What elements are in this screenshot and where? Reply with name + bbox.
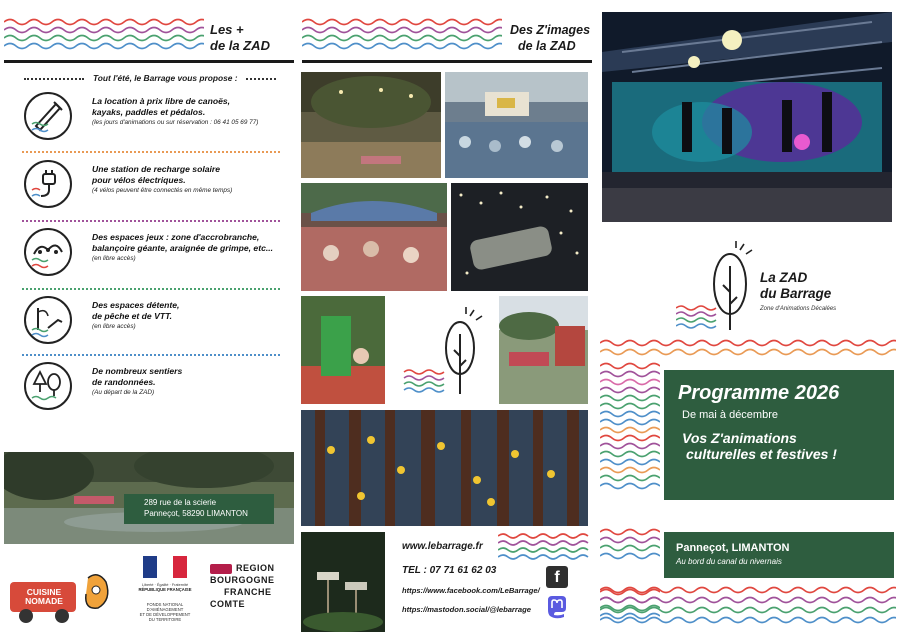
region-accent	[210, 564, 232, 574]
mastodon-icon[interactable]	[544, 594, 570, 620]
middle-heading	[510, 22, 590, 54]
address-line1: 289 rue de la scierie	[144, 498, 217, 507]
feature-sub-5: (Au départ de la ZAD)	[92, 389, 155, 396]
forest-trail-icon	[24, 362, 72, 410]
feature-relax	[24, 296, 284, 348]
intro-dots-right	[246, 78, 276, 80]
region-line3: FRANCHE	[224, 587, 272, 597]
playground-icon	[24, 228, 72, 276]
region-line4: COMTE	[210, 599, 245, 609]
left-heading-line1: Les +	[210, 22, 244, 37]
address-line2: Panneçot, 58290 LIMANTON	[144, 509, 248, 518]
feature-sub-2: (4 vélos peuvent être connectés en même temps)	[92, 187, 233, 194]
photo-forest-night	[301, 410, 588, 526]
location-title: Panneçot, LIMANTON	[676, 542, 790, 554]
heading-underline	[302, 60, 592, 63]
divider-dots	[22, 288, 280, 290]
photo-audience	[445, 72, 588, 178]
wave-decoration	[302, 18, 502, 56]
location-box	[664, 532, 894, 578]
divider-dots	[22, 151, 280, 153]
left-panel	[0, 0, 298, 637]
divider-dots	[22, 220, 280, 222]
fnadt-line2: D'AMÉNAGEMENT	[146, 607, 184, 612]
intro-text: Tout l'été, le Barrage vous propose :	[93, 73, 238, 83]
rf-name: RÉPUBLIQUE FRANÇAISE	[138, 587, 192, 592]
brand-logo	[676, 236, 896, 336]
programme-line2: culturelles et festives !	[686, 446, 837, 462]
charging-plug-icon	[24, 160, 72, 208]
mastodon-link[interactable]: https://mastodon.social/@lebarrage	[402, 605, 531, 614]
feature-charging	[24, 160, 284, 212]
brand-tagline: Zone d'Animations Décalées	[760, 306, 837, 312]
feature-title-4a: Des espaces détente,	[92, 300, 180, 310]
photo-market	[499, 296, 588, 404]
tree-icon	[676, 236, 762, 334]
address-box	[124, 494, 274, 524]
programme-box	[664, 370, 894, 500]
programme-title: Programme 2026	[678, 382, 840, 404]
middle-panel	[298, 0, 596, 637]
feature-title-4b: de pêche et de VTT.	[92, 310, 173, 321]
middle-heading-line2: de la ZAD	[518, 39, 576, 53]
feature-sub-1: (les jours d'animations ou sur réservation : 06 41 05 69 77)	[92, 119, 259, 126]
cuisine-nomade-logo	[8, 568, 118, 628]
facebook-link[interactable]: https://www.facebook.com/LeBarrage/	[402, 586, 540, 595]
right-panel	[596, 0, 900, 637]
divider-dots	[22, 354, 280, 356]
feature-title-3a: Des espaces jeux : zone d'accrobranche,	[92, 232, 260, 242]
photo-concert-stage	[602, 12, 892, 222]
left-heading	[210, 22, 270, 54]
fnadt-line1: FONDS NATIONAL	[146, 602, 184, 607]
region-logo	[210, 562, 292, 610]
intro-dots-left	[24, 78, 84, 80]
location-subtitle: Au bord du canal du nivernais	[676, 557, 782, 566]
brand-line2: du Barrage	[760, 286, 832, 301]
left-heading-line2: de la ZAD	[210, 38, 270, 53]
fnadt-line4: DU TERRITOIRE	[148, 617, 182, 622]
region-line1: REGION	[236, 563, 275, 573]
feature-trails	[24, 362, 284, 414]
canoe-icon	[24, 92, 72, 140]
brand-line1: La ZAD	[760, 270, 808, 285]
tree-waves-logo	[402, 304, 494, 400]
region-line2: BOURGOGNE	[210, 575, 275, 585]
cuisine-nomade-text: CUISINE NOMADE	[25, 587, 63, 606]
feature-playground	[24, 228, 284, 280]
wave-decoration	[600, 584, 896, 630]
photo-crowd-tent	[301, 183, 447, 291]
wave-decoration	[498, 532, 590, 562]
feature-title-5a: De nombreux sentiers	[92, 366, 183, 376]
feature-title-3b: balançoire géante, araignée de grimpe, etc...	[92, 242, 274, 253]
republique-francaise-logo	[134, 556, 196, 632]
facebook-icon[interactable]: f	[546, 566, 568, 588]
relax-fishing-icon	[24, 296, 72, 344]
feature-title-1b: kayaks, paddles et pédalos.	[92, 106, 206, 117]
feature-title-2a: Une station de recharge solaire	[92, 164, 220, 174]
feature-title-2b: pour vélos électriques.	[92, 174, 186, 185]
photo-green-giant	[301, 296, 385, 404]
wave-decoration	[600, 338, 896, 360]
middle-heading-line1: Des Z'images	[510, 23, 591, 37]
website-link[interactable]: www.lebarrage.fr	[402, 541, 483, 552]
feature-title-5b: de randonnées.	[92, 376, 156, 387]
phone-number[interactable]: TEL : 07 71 61 62 03	[402, 565, 497, 576]
heading-underline	[4, 60, 294, 63]
wave-decoration	[4, 18, 204, 56]
photo-night-lights	[451, 183, 588, 291]
brand-name	[760, 270, 831, 302]
programme-dates: De mai à décembre	[682, 409, 778, 421]
photo-garden-lights	[301, 72, 441, 178]
rf-motto: Liberté · Égalité · Fraternité	[141, 583, 189, 587]
feature-sub-4: (en libre accès)	[92, 323, 136, 330]
fnadt-line3: ET DE DÉVELOPPEMENT	[139, 612, 191, 617]
photo-signs	[301, 532, 385, 632]
programme-line1: Vos Z'animations	[682, 430, 797, 446]
feature-canoe	[24, 92, 284, 144]
feature-sub-3: (en libre accès)	[92, 255, 136, 262]
feature-title-1a: La location à prix libre de canoës,	[92, 96, 231, 106]
